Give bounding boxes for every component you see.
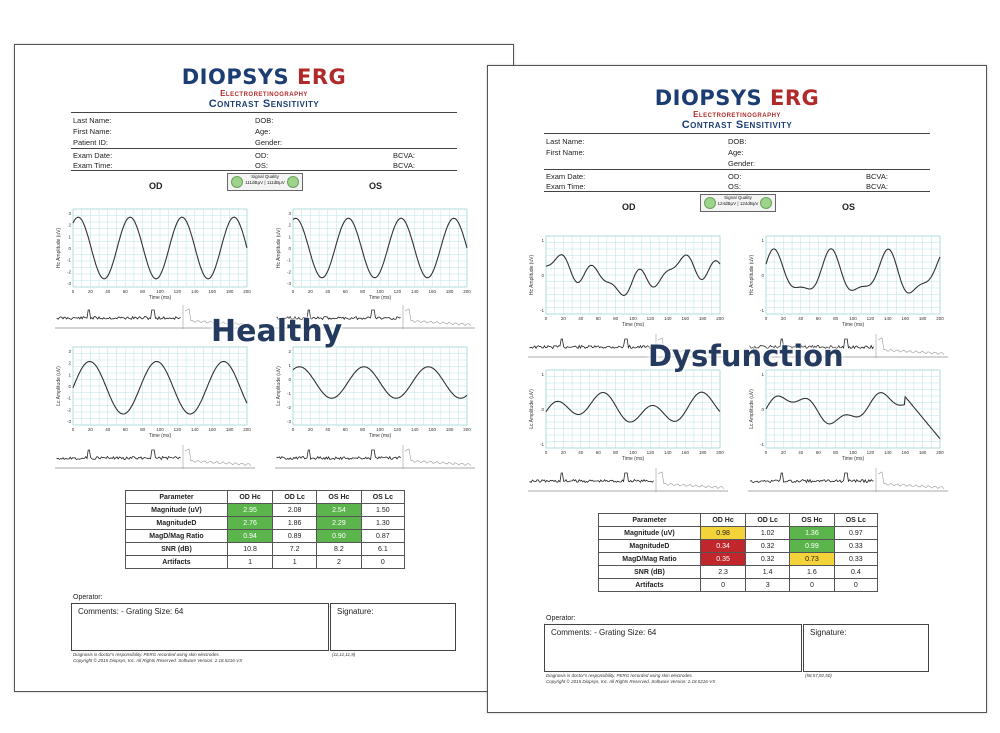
table-row [126,556,405,569]
signal-quality-badge: Signal Quality 111dBμV | 111dBμV [227,173,303,191]
x-tick-label: 80 [833,316,839,321]
param-value: 1 [273,556,317,569]
param-value: 0.90 [317,530,362,543]
od-hc-waveform-plot [526,232,726,330]
param-value: 0.94 [227,530,272,543]
table-header: OS Hc [790,514,835,527]
x-tick-label: 180 [698,316,707,321]
param-value: 2.76 [227,517,272,530]
footer-code: (58,57,92,50) [805,673,832,678]
param-value: 2.29 [317,517,362,530]
param-value: 1.86 [273,517,317,530]
y-tick-label: -1 [66,395,71,401]
x-tick-label: 160 [681,316,689,321]
y-tick-label: 0 [288,377,291,382]
x-tick-label: 0 [544,450,548,455]
y-tick-label: 1 [761,238,764,243]
param-value: 6.1 [361,543,404,556]
param-name: MagnitudeD [126,517,228,530]
x-tick-label: 40 [798,450,804,455]
first-name-label: First Name: [546,148,585,157]
x-tick-label: 40 [578,450,584,455]
x-tick-label: 180 [445,427,454,432]
first-name-label: First Name: [73,127,112,136]
y-tick-label: 0 [68,384,71,389]
signature-box: Signature: [803,624,929,672]
x-tick-label: 0 [71,289,75,294]
x-tick-label: 180 [225,289,234,294]
table-row [599,579,878,592]
x-tick-label: 20 [87,427,93,432]
os-lc-raw-trace [275,445,475,474]
y-tick-label: 0 [541,273,544,278]
raw-trace-line [750,473,874,483]
last-name-label: Last Name: [546,137,585,146]
diopsys-logo: DIOPSYS ERG [181,65,347,89]
y-tick-label: -3 [286,419,291,424]
param-value: 0.33 [834,553,877,566]
x-axis-label: Time (ms) [368,433,392,439]
param-value: 2.3 [700,566,745,579]
y-tick-label: -3 [66,419,71,424]
signal-dot-left [231,176,243,188]
y-tick-label: -2 [286,269,291,275]
table-header: Parameter [599,514,701,527]
param-value: 2.54 [317,504,362,517]
table-header: OD Hc [227,491,272,504]
x-tick-label: 120 [393,427,402,432]
table-header: OD Lc [273,491,317,504]
x-tick-label: 180 [918,450,927,455]
table-header: OS Lc [361,491,404,504]
exam-time-label: Exam Time: [546,182,586,191]
x-tick-label: 180 [698,450,707,455]
param-value: 0.35 [700,553,745,566]
subtitle-electroretinography: Electroretinography [693,110,781,119]
y-tick-label: 0 [68,246,71,251]
report-healthy [14,44,514,692]
x-tick-label: 40 [798,316,804,321]
param-name: MagD/Mag Ratio [599,553,701,566]
x-tick-label: 80 [140,427,146,432]
x-tick-label: 160 [208,289,216,294]
x-tick-label: 40 [325,427,331,432]
param-value: 0 [790,579,835,592]
spectrum-line [658,472,724,489]
table-header: OD Lc [746,514,790,527]
y-tick-label: 3 [68,211,71,216]
x-tick-label: 60 [342,427,348,432]
footer-disclaimer: Diagnosis is doctor's responsibility. PERG recorded using skin electrodes. [546,673,693,678]
table-row [126,530,405,543]
x-tick-label: 120 [866,316,875,321]
param-value: 8.2 [317,543,362,556]
spectrum-line [405,309,471,326]
param-value: 0.73 [790,553,835,566]
param-value: 1.30 [361,517,404,530]
y-axis-label: Hc Amplitude (uV) [56,227,62,269]
param-value: 3 [746,579,790,592]
param-value: 1.6 [790,566,835,579]
x-tick-label: 140 [411,427,419,432]
y-tick-label: 1 [68,234,71,240]
os-heading: OS [842,202,856,212]
x-tick-label: 20 [87,289,93,294]
param-value: 1.50 [361,504,404,517]
table-row [126,517,405,530]
param-value: 2.08 [273,504,317,517]
footer-code: (11,11,11,9) [332,652,356,657]
y-tick-label: 0 [541,407,544,412]
x-tick-label: 120 [173,289,182,294]
y-axis-label: Lc Amplitude (uV) [276,366,282,406]
x-tick-label: 100 [376,427,384,432]
x-tick-label: 20 [307,427,313,432]
param-name: Artifacts [599,579,701,592]
param-value: 0.97 [834,527,877,540]
y-tick-label: 0 [761,407,764,412]
param-value: 0 [361,556,404,569]
y-tick-label: -1 [66,257,71,263]
last-name-label: Last Name: [73,116,112,125]
x-axis-label: Time (ms) [148,433,172,439]
param-value: 10.8 [227,543,272,556]
param-value: 0.87 [361,530,404,543]
x-tick-label: 0 [291,427,295,432]
x-tick-label: 80 [613,316,619,321]
param-value: 0 [700,579,745,592]
od-lc-waveform-plot [526,366,726,464]
dysfunction-overlay-label: Dysfunction [648,339,844,373]
signal-dot-left [704,197,716,209]
od-lc-waveform-plot [53,343,253,441]
x-tick-label: 200 [936,450,944,455]
bcva-od-label: BCVA: [393,151,415,160]
spectrum-line [878,338,944,355]
x-tick-label: 140 [411,289,419,294]
param-value: 0.34 [700,540,745,553]
signal-dot-right [760,197,772,209]
param-value: 1 [227,556,272,569]
x-tick-label: 60 [815,316,821,321]
os-lc-raw-trace [748,468,948,497]
x-tick-label: 120 [173,427,182,432]
footer-copyright: Copyright © 2015 Diopsys, Inc. All Rights Reserved. Software Version: 2.18.5216-VX [73,658,243,663]
x-tick-label: 140 [191,289,199,294]
param-value: 0.33 [834,540,877,553]
param-value: 0.4 [834,566,877,579]
y-tick-label: -1 [539,308,544,313]
comments-box: Comments: - Grating Size: 64 [544,624,802,672]
y-tick-label: -2 [66,407,71,413]
y-tick-label: -3 [66,281,71,286]
y-tick-label: -2 [286,405,291,410]
x-tick-label: 60 [595,450,601,455]
y-tick-label: -3 [286,281,291,286]
footer-copyright: Copyright © 2015 Diopsys, Inc. All Rights Reserved. Software Version: 2.18.5216-VX [546,679,716,684]
y-tick-label: -2 [66,269,71,275]
y-tick-label: -1 [539,442,544,447]
x-tick-label: 60 [595,316,601,321]
x-axis-label: Time (ms) [368,295,392,301]
x-tick-label: 80 [833,450,839,455]
x-tick-label: 180 [445,289,454,294]
y-axis-label: Lc Amplitude (uV) [749,389,755,429]
x-tick-label: 120 [646,316,655,321]
x-tick-label: 140 [191,427,199,432]
x-tick-label: 160 [208,427,216,432]
y-axis-label: Hc Amplitude (uV) [749,254,755,296]
y-tick-label: 0 [761,273,764,278]
operator-label: Operator: [73,594,103,601]
signal-quality-badge: Signal Quality 124dBμV | 124dBμV [700,194,776,212]
y-axis-label: Lc Amplitude (uV) [529,389,535,429]
x-tick-label: 80 [360,289,366,294]
y-tick-label: -1 [759,308,764,313]
spectrum-line [405,449,471,466]
x-tick-label: 80 [360,427,366,432]
param-value: 0.99 [790,540,835,553]
y-tick-label: 1 [541,372,544,377]
y-tick-label: -1 [759,442,764,447]
od-heading: OD [622,202,636,212]
subtitle-contrast-sensitivity: Contrast Sensitivity [208,98,320,110]
parameter-table [598,513,878,592]
x-tick-label: 20 [780,450,786,455]
param-value: 7.2 [273,543,317,556]
dob-label: DOB: [728,137,747,146]
os-heading: OS [369,181,383,191]
table-row [599,566,878,579]
x-tick-label: 120 [866,450,875,455]
table-row [599,527,878,540]
footer-disclaimer: Diagnosis is doctor's responsibility. PERG recorded using skin electrodes. [73,652,220,657]
x-tick-label: 0 [764,450,768,455]
od-hc-waveform-plot [53,205,253,303]
y-axis-label: Hc Amplitude (uV) [529,254,535,296]
x-tick-label: 60 [122,289,128,294]
table-row [599,540,878,553]
y-tick-label: 2 [68,360,71,366]
x-tick-label: 160 [428,427,436,432]
raw-trace-line [57,450,181,460]
y-tick-label: 3 [288,211,291,216]
patient-id-label: Patient ID: [73,138,109,147]
subtitle-electroretinography: Electroretinography [220,89,308,98]
x-tick-label: 0 [71,427,75,432]
os-hc-waveform-plot [273,205,473,303]
x-tick-label: 200 [243,427,251,432]
x-tick-label: 200 [463,427,471,432]
param-name: Magnitude (uV) [126,504,228,517]
x-tick-label: 140 [664,316,672,321]
param-value: 0.89 [273,530,317,543]
report-dysfunction [487,65,987,713]
os-field-label: OS: [255,161,268,170]
x-tick-label: 20 [780,316,786,321]
x-tick-label: 160 [428,289,436,294]
dob-label: DOB: [255,116,274,125]
y-tick-label: 1 [761,372,764,377]
parameter-table [125,490,405,569]
x-tick-label: 60 [342,289,348,294]
x-tick-label: 0 [291,289,295,294]
table-header: OS Hc [317,491,362,504]
x-tick-label: 80 [140,289,146,294]
os-lc-waveform-plot [273,343,473,441]
y-tick-label: 1 [288,234,291,240]
x-tick-label: 80 [613,450,619,455]
bcva-od-label: BCVA: [866,172,888,181]
od-heading: OD [149,181,163,191]
exam-time-label: Exam Time: [73,161,113,170]
x-axis-label: Time (ms) [621,322,645,328]
x-tick-label: 200 [463,289,471,294]
y-tick-label: 3 [68,349,71,354]
x-tick-label: 20 [560,316,566,321]
param-value: 0.32 [746,540,790,553]
param-value: 0.32 [746,553,790,566]
x-tick-label: 160 [681,450,689,455]
spectrum-line [185,449,251,466]
table-row [599,553,878,566]
x-axis-label: Time (ms) [841,456,865,462]
x-tick-label: 60 [122,427,128,432]
bcva-os-label: BCVA: [393,161,415,170]
x-tick-label: 140 [884,316,892,321]
param-value: 1.36 [790,527,835,540]
gender-label: Gender: [728,159,756,168]
subtitle-contrast-sensitivity: Contrast Sensitivity [681,119,793,131]
raw-trace-line [277,450,401,460]
x-tick-label: 180 [918,316,927,321]
y-tick-label: 0 [288,246,291,251]
signature-box: Signature: [330,603,456,651]
param-value: 2 [317,556,362,569]
x-tick-label: 100 [629,450,637,455]
x-axis-label: Time (ms) [621,456,645,462]
x-tick-label: 160 [901,450,909,455]
exam-date-label: Exam Date: [73,151,113,160]
x-tick-label: 160 [901,316,909,321]
exam-date-label: Exam Date: [546,172,586,181]
diopsys-logo: DIOPSYS ERG [654,86,820,110]
param-value: 0 [834,579,877,592]
od-lc-raw-trace [55,445,255,474]
raw-trace-line [57,310,181,320]
x-tick-label: 100 [629,316,637,321]
y-axis-label: Lc Amplitude (uV) [56,366,62,406]
param-name: SNR (dB) [599,566,701,579]
table-header: OD Hc [700,514,745,527]
table-row [126,543,405,556]
x-tick-label: 200 [716,450,724,455]
x-tick-label: 40 [325,289,331,294]
param-value: 2.95 [227,504,272,517]
x-tick-label: 40 [578,316,584,321]
bcva-os-label: BCVA: [866,182,888,191]
param-value: 0.98 [700,527,745,540]
x-axis-label: Time (ms) [148,295,172,301]
x-tick-label: 100 [849,316,857,321]
age-label: Age: [255,127,271,136]
age-label: Age: [728,148,744,157]
x-tick-label: 20 [307,289,313,294]
x-tick-label: 200 [716,316,724,321]
param-name: Artifacts [126,556,228,569]
x-tick-label: 100 [156,289,164,294]
operator-label: Operator: [546,615,576,622]
y-tick-label: 1 [541,238,544,243]
y-tick-label: 2 [288,349,291,354]
y-tick-label: 1 [68,372,71,378]
param-name: Magnitude (uV) [599,527,701,540]
x-tick-label: 100 [376,289,384,294]
raw-trace-line [530,339,654,349]
raw-trace-line [530,473,654,483]
x-tick-label: 40 [105,427,111,432]
x-axis-label: Time (ms) [841,322,865,328]
x-tick-label: 200 [243,289,251,294]
x-tick-label: 40 [105,289,111,294]
y-axis-label: Hc Amplitude (uV) [276,227,282,269]
param-name: MagD/Mag Ratio [126,530,228,543]
y-tick-label: 2 [288,222,291,228]
os-lc-waveform-plot [746,366,946,464]
x-tick-label: 180 [225,427,234,432]
signal-dot-right [287,176,299,188]
os-hc-waveform-plot [746,232,946,330]
od-field-label: OD: [728,172,742,181]
param-name: MagnitudeD [599,540,701,553]
param-value: 1.02 [746,527,790,540]
y-tick-label: -1 [286,257,291,263]
x-tick-label: 200 [936,316,944,321]
x-tick-label: 120 [393,289,402,294]
gender-label: Gender: [255,138,283,147]
y-tick-label: -1 [286,391,291,396]
x-tick-label: 140 [664,450,672,455]
table-header: OS Lc [834,514,877,527]
table-row [126,504,405,517]
x-tick-label: 140 [884,450,892,455]
param-name: SNR (dB) [126,543,228,556]
y-tick-label: 1 [288,363,291,368]
x-tick-label: 20 [560,450,566,455]
table-header: Parameter [126,491,228,504]
comments-box: Comments: - Grating Size: 64 [71,603,329,651]
y-tick-label: 2 [68,222,71,228]
x-tick-label: 0 [544,316,548,321]
spectrum-line [878,472,944,489]
x-tick-label: 100 [849,450,857,455]
x-tick-label: 100 [156,427,164,432]
x-tick-label: 60 [815,450,821,455]
os-field-label: OS: [728,182,741,191]
x-tick-label: 0 [764,316,768,321]
x-tick-label: 120 [646,450,655,455]
od-lc-raw-trace [528,468,728,497]
healthy-overlay-label: Healthy [211,314,343,349]
od-field-label: OD: [255,151,269,160]
param-value: 1.4 [746,566,790,579]
